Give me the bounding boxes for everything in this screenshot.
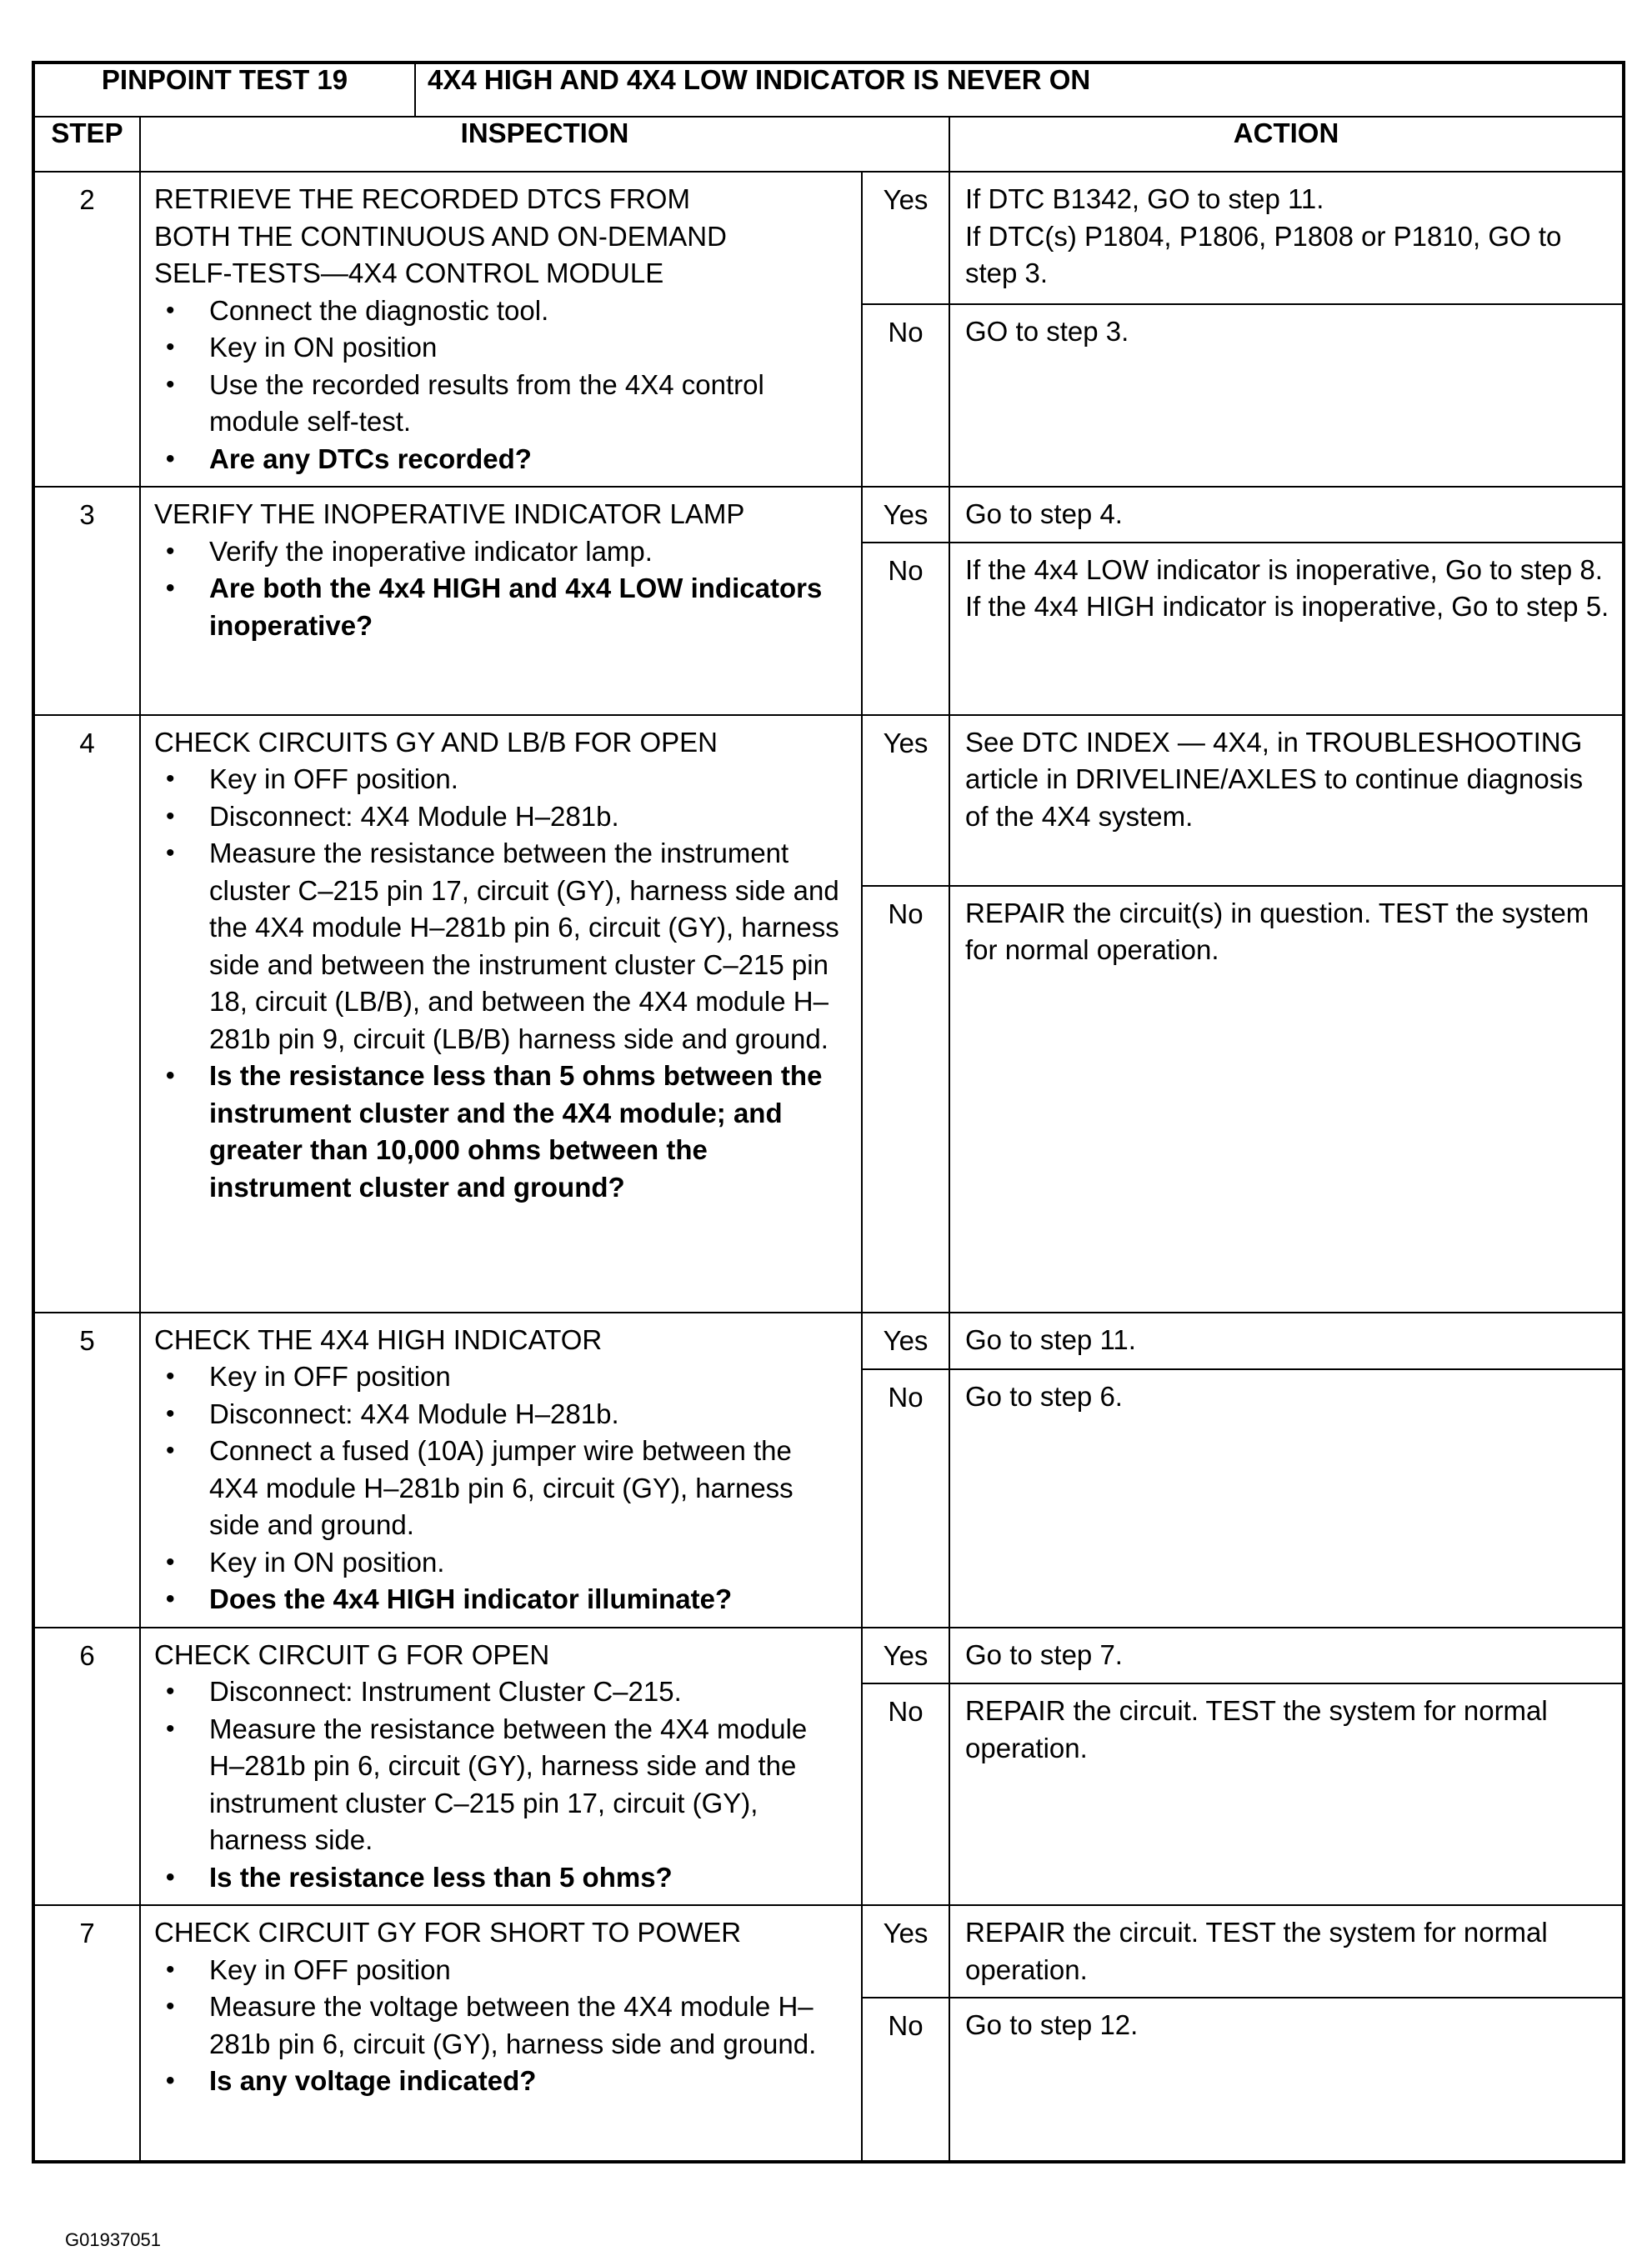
action-line: If the 4x4 LOW indicator is inoperative, Go to step 8. [965,553,1603,585]
no-action [949,1369,1624,1628]
inspection-bullet: • Key in ON position. [154,1544,848,1582]
step-number: 4 [33,715,140,1313]
test-label: PINPOINT TEST 19 [33,63,415,117]
inspection-bullet: • Use the recorded results from the 4X4 control module self-test. [154,367,848,441]
column-header-action: ACTION [949,117,1624,172]
inspection-question: • Is the resistance less than 5 ohms between the instrument cluster and the 4X4 module; and greater than 10,000 ohms between the instrument cluster and ground? [154,1058,848,1206]
step-number: 5 [33,1313,140,1628]
inspection-bullet: • Key in OFF position. [154,761,848,798]
yes-label: Yes [862,172,949,304]
inspection-bullet: • Measure the voltage between the 4X4 module H–281b pin 6, circuit (GY), harness side and ground. [154,1988,848,2063]
yes-action [949,487,1624,543]
action-line: REPAIR the circuit(s) in question. TEST the system for normal operation. [965,897,1589,965]
no-label: No [862,1683,949,1905]
step-row [33,487,1624,543]
inspection-bullet: • Key in OFF position [154,1952,848,1989]
inspection-bullet: • Disconnect: 4X4 Module H–281b. [154,798,848,836]
step-number: 7 [33,1905,140,2162]
no-action [949,1683,1624,1905]
step-row [33,172,1624,304]
yes-label: Yes [862,487,949,543]
column-header-inspection: INSPECTION [140,117,949,172]
inspection-cell [140,487,862,715]
inspection-bullets [154,533,848,645]
no-label: No [862,543,949,715]
action-line: REPAIR the circuit. TEST the system for normal operation. [965,1917,1548,1985]
yes-label: Yes [862,715,949,886]
action-line: If the 4x4 HIGH indicator is inoperative, Go to step 5. [965,591,1609,622]
inspection-bullet: • Key in ON position [154,329,848,367]
inspection-cell [140,715,862,1313]
column-header-step: STEP [33,117,140,172]
inspection-question: • Is the resistance less than 5 ohms? [154,1859,848,1897]
inspection-bullet: • Measure the resistance between the instrument cluster C–215 pin 17, circuit (GY), harness side and the 4X4 module H–281b pin 6, circuit (GY), harness side and between the instrument cluster C–215 pin 18, circuit (LB/B), and between the 4X4 module H–281b pin 9, circuit (LB/B) harness side and ground. [154,835,848,1058]
action-line: Go to step 11. [965,1323,1136,1355]
step-title-line: CHECK CIRCUITS GY AND LB/B FOR OPEN [154,726,718,758]
inspection-question: • Are any DTCs recorded? [154,441,848,478]
step-number: 2 [33,172,140,487]
action-line: Go to step 7. [965,1638,1123,1670]
yes-action [949,172,1624,304]
step-title-line: CHECK THE 4X4 HIGH INDICATOR [154,1323,603,1355]
inspection-bullet: • Connect a fused (10A) jumper wire between the 4X4 module H–281b pin 6, circuit (GY), harness side and ground. [154,1433,848,1544]
step-row [33,1905,1624,1998]
inspection-cell [140,1313,862,1628]
action-line: Go to step 6. [965,1380,1123,1412]
test-title: 4X4 HIGH AND 4X4 LOW INDICATOR IS NEVER ON [415,63,1624,117]
no-action [949,304,1624,487]
action-line: Go to step 12. [965,2009,1139,2040]
step-row [33,715,1624,886]
no-label: No [862,1369,949,1628]
step-title-line: CHECK CIRCUIT GY FOR SHORT TO POWER [154,1917,742,1948]
yes-action [949,1313,1624,1369]
inspection-question: • Is any voltage indicated? [154,2063,848,2100]
step-title-line: RETRIEVE THE RECORDED DTCS FROM [154,183,690,214]
inspection-cell [140,172,862,487]
yes-label: Yes [862,1905,949,1998]
pinpoint-test-sheet [32,61,1622,2250]
figure-id: G01937051 [65,2229,161,2250]
yes-label: Yes [862,1313,949,1369]
action-line: If DTC(s) P1804, P1806, P1808 or P1810, GO to step 3. [965,220,1562,288]
inspection-bullets [154,293,848,478]
step-row [33,1628,1624,1684]
inspection-bullet: • Disconnect: 4X4 Module H–281b. [154,1396,848,1433]
inspection-bullets [154,761,848,1206]
inspection-bullet: • Disconnect: Instrument Cluster C–215. [154,1673,848,1711]
step-row [33,1313,1624,1369]
no-action [949,886,1624,1313]
action-line: See DTC INDEX — 4X4, in TROUBLESHOOTING article in DRIVELINE/AXLES to continue diagnosis of the 4X4 system. [965,726,1584,832]
inspection-bullet: • Connect the diagnostic tool. [154,293,848,330]
inspection-bullets [154,1358,848,1618]
action-line: Go to step 4. [965,498,1123,529]
inspection-bullet: • Key in OFF position [154,1358,848,1396]
yes-label: Yes [862,1628,949,1684]
step-number: 3 [33,487,140,715]
inspection-bullets [154,1673,848,1896]
yes-action [949,1905,1624,1998]
inspection-bullet: • Measure the resistance between the 4X4 module H–281b pin 6, circuit (GY), harness side and the instrument cluster C–215 pin 17, circuit (GY), harness side. [154,1711,848,1859]
inspection-question: • Are both the 4x4 HIGH and 4x4 LOW indicators inoperative? [154,570,848,644]
inspection-cell [140,1905,862,2162]
yes-action [949,715,1624,886]
action-line: If DTC B1342, GO to step 11. [965,183,1324,214]
step-title-line: BOTH THE CONTINUOUS AND ON-DEMAND [154,220,727,252]
no-label: No [862,1998,949,2162]
no-label: No [862,886,949,1313]
inspection-bullet: • Verify the inoperative indicator lamp. [154,533,848,571]
step-title-line: CHECK CIRCUIT G FOR OPEN [154,1638,550,1670]
step-title-line: SELF-TESTS—4X4 CONTROL MODULE [154,258,664,288]
action-line: REPAIR the circuit. TEST the system for normal operation. [965,1695,1548,1763]
test-header-row [33,63,1624,117]
inspection-question: • Does the 4x4 HIGH indicator illuminate? [154,1581,848,1618]
no-action [949,1998,1624,2162]
inspection-bullets [154,1952,848,2100]
no-label: No [862,304,949,487]
no-action [949,543,1624,715]
pinpoint-test-table [32,61,1625,2163]
step-number: 6 [33,1628,140,1906]
yes-action [949,1628,1624,1684]
action-line: GO to step 3. [965,315,1129,347]
column-header-row [33,117,1624,172]
step-rows [33,172,1624,2162]
inspection-cell [140,1628,862,1906]
step-title-line: VERIFY THE INOPERATIVE INDICATOR LAMP [154,498,745,529]
